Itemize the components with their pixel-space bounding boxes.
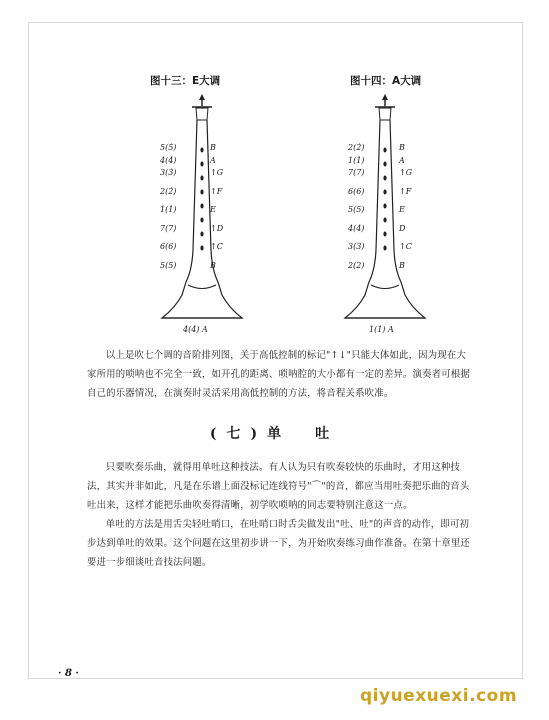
note-label: A xyxy=(399,155,405,165)
note-label: 7(7) xyxy=(160,223,177,233)
note-label: ↑F xyxy=(399,186,412,196)
page-number: · 8 · xyxy=(58,668,79,679)
figure-14-left-notes xyxy=(348,144,364,274)
note-label: ↑F xyxy=(210,186,223,196)
paragraph-text: 只要吹奏乐曲，就得用单吐这种技法。有人认为只有吹奏较快的乐曲时，才用这种技法，其实并非如此，凡是在乐谱上面没标记连线符号"⌒"的音，都应当用吐奏把乐曲的音头吐出来，这样才能把乐曲吹奏得清晰，初学吹唢呐的同志要特别注意这一点。 xyxy=(87,462,470,511)
note-label: 2(2̇) xyxy=(348,143,365,152)
figure-14-right-notes xyxy=(399,144,412,274)
figure-14-caption: 图十四：A大调 xyxy=(350,75,422,87)
figure-14-bottom-note: 1(1̇) A xyxy=(369,325,394,334)
note-label: 3(3) xyxy=(348,242,365,251)
note-label: 2(2) xyxy=(348,260,365,270)
figure-13-bottom-note: 4(4̇) A xyxy=(183,325,208,334)
figure-13-caption: 图十三：E大调 xyxy=(150,75,221,87)
note-label: ↑C xyxy=(210,242,223,251)
note-label: B xyxy=(210,260,216,270)
note-label: 5(5̇) xyxy=(160,143,177,152)
note-label: 3(3̇) xyxy=(160,168,177,177)
note-label: 1(1̇) xyxy=(348,155,365,165)
section-heading: (七)单 吐 xyxy=(209,426,340,442)
note-label: 6(6) xyxy=(348,186,365,196)
note-label: 1(1̇) xyxy=(160,205,177,214)
note-label: B xyxy=(399,260,405,270)
note-label: B xyxy=(210,143,216,152)
note-label: 6(6) xyxy=(160,242,177,251)
note-label: 5(5) xyxy=(160,260,177,270)
note-label: 5(5) xyxy=(348,205,365,214)
note-label: 4(4) xyxy=(348,223,365,233)
note-label: 4(4̇) xyxy=(160,155,177,165)
note-label: B xyxy=(399,143,405,152)
paragraph-single-tongue-intro xyxy=(87,458,475,515)
note-label: ↑G xyxy=(210,168,224,177)
watermark: qiyuexuexi.com xyxy=(360,686,518,706)
note-label: D xyxy=(399,223,406,233)
paragraph-single-tongue-method xyxy=(87,515,475,572)
note-label: ↑C xyxy=(399,242,412,251)
note-label: 7(7) xyxy=(348,168,365,177)
note-label: 2(2̇) xyxy=(160,186,177,196)
paragraph-pitch-control xyxy=(87,346,475,403)
note-label: E xyxy=(399,205,405,214)
paragraph-text: 单吐的方法是用舌尖轻吐哨口，在吐哨口时舌尖做发出"吐、吐"的声音的动作，即可初步达到单吐的效果。这个问题在这里初步讲一下，为开始吹奏练习曲作准备。在第十章里还要进一步细谈吐音技法问题。 xyxy=(87,519,471,568)
note-label: E xyxy=(210,205,216,214)
note-label: A xyxy=(210,155,216,165)
paragraph-text: 以上是吹七个调的音阶排列图，关于高低控制的标记"↑↓"只能大体如此，因为现在大家所用的唢呐也不完全一致，如开孔的距离、唢呐腔的大小都有一定的差异。演奏者可根据自己的乐器情况，在演奏时灵活采用高低控制的方法，将音程关系吹准。 xyxy=(87,350,471,399)
note-label: ↑D xyxy=(210,223,224,233)
note-label: ↑G xyxy=(399,168,413,177)
